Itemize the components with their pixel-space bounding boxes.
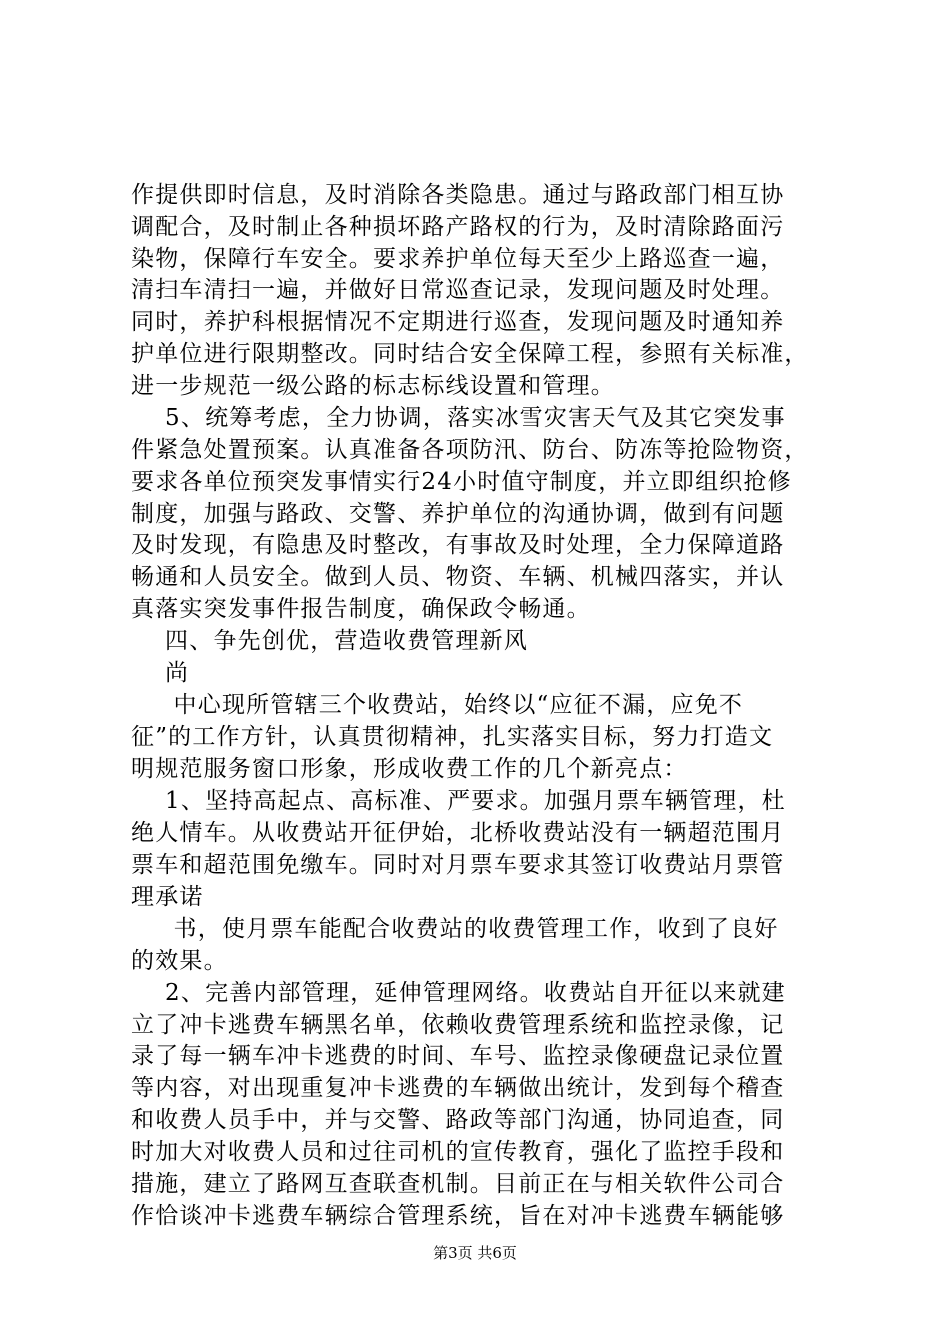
paragraph-line: 同时，养护科根据情况不定期进行巡查，发现问题及时通知养: [131, 309, 785, 335]
paragraph-line: 染物，保障行车安全。要求养护单位每天至少上路巡查一遍，: [131, 246, 785, 272]
paragraph-line: 的效果。: [131, 948, 228, 974]
paragraph-line: 和收费人员手中，并与交警、路政等部门沟通，协同追查，同: [131, 1107, 785, 1133]
paragraph-line: 措施，建立了路网互查联查机制。目前正在与相关软件公司合: [131, 1171, 785, 1197]
paragraph-line: 明规范服务窗口形象，形成收费工作的几个新亮点：: [131, 756, 688, 782]
paragraph-line: 书，使月票车能配合收费站的收费管理工作，收到了良好: [131, 916, 779, 942]
paragraph-line: 录了每一辆车冲卡逃费的时间、车号、监控录像硬盘记录位置: [131, 1043, 785, 1069]
paragraph-line: 时加大对收费人员和过往司机的宣传教育，强化了监控手段和: [131, 1139, 785, 1165]
paragraph-line: 票车和超范围免缴车。同时对月票车要求其签订收费站月票管: [131, 852, 785, 878]
paragraph-line: 绝人情车。从收费站开征伊始，北桥收费站没有一辆超范围月: [131, 820, 785, 846]
paragraph-line: 1、坚持高起点、高标准、严要求。加强月票车辆管理，杜: [131, 788, 786, 814]
paragraph-line: 进一步规范一级公路的标志标线设置和管理。: [131, 373, 615, 399]
section-heading: 四、争先创优，营造收费管理新风: [131, 628, 529, 654]
page-footer: 第3页 共6页: [433, 1244, 517, 1262]
paragraph-line: 征”的工作方针，认真贯彻精神，扎实落实目标，努力打造文: [131, 724, 774, 750]
paragraph-line: 及时发现，有隐患及时整改，有事故及时处理，全力保障道路: [131, 532, 785, 558]
paragraph-line: 立了冲卡逃费车辆黑名单，依赖收费管理系统和监控录像，记: [131, 1012, 785, 1038]
paragraph-line: 要求各单位预突发事情实行24小时值守制度，并立即组织抢修: [131, 469, 792, 495]
paragraph-line: 件紧急处置预案。认真准备各项防汛、防台、防冻等抢险物资，: [131, 437, 809, 463]
paragraph-line: 等内容，对出现重复冲卡逃费的车辆做出统计，发到每个稽查: [131, 1075, 785, 1101]
paragraph-line: 护单位进行限期整改。同时结合安全保障工程，参照有关标准，: [131, 341, 809, 367]
paragraph-line: 作恰谈冲卡逃费车辆综合管理系统，旨在对冲卡逃费车辆能够: [131, 1203, 785, 1229]
section-heading-continued: 尚: [131, 660, 190, 686]
paragraph-line: 理承诺: [131, 884, 204, 910]
paragraph-line: 调配合，及时制止各种损坏路产路权的行为，及时清除路面污: [131, 214, 785, 240]
paragraph-line: 制度，加强与路政、交警、养护单位的沟通协调，做到有问题: [131, 501, 785, 527]
paragraph-line: 2、完善内部管理，延伸管理网络。收费站自开征以来就建: [131, 980, 786, 1006]
paragraph-line: 中心现所管辖三个收费站，始终以“应征不漏，应免不: [131, 692, 744, 718]
paragraph-line: 5、统筹考虑，全力协调，落实冰雪灾害天气及其它突发事: [131, 405, 786, 431]
paragraph-line: 畅通和人员安全。做到人员、物资、车辆、机械四落实，并认: [131, 564, 785, 590]
paragraph-line: 清扫车清扫一遍，并做好日常巡查记录，发现问题及时处理。: [131, 277, 785, 303]
paragraph-line: 真落实突发事件报告制度，确保政令畅通。: [131, 596, 591, 622]
paragraph-line: 作提供即时信息，及时消除各类隐患。通过与路政部门相互协: [131, 182, 785, 208]
